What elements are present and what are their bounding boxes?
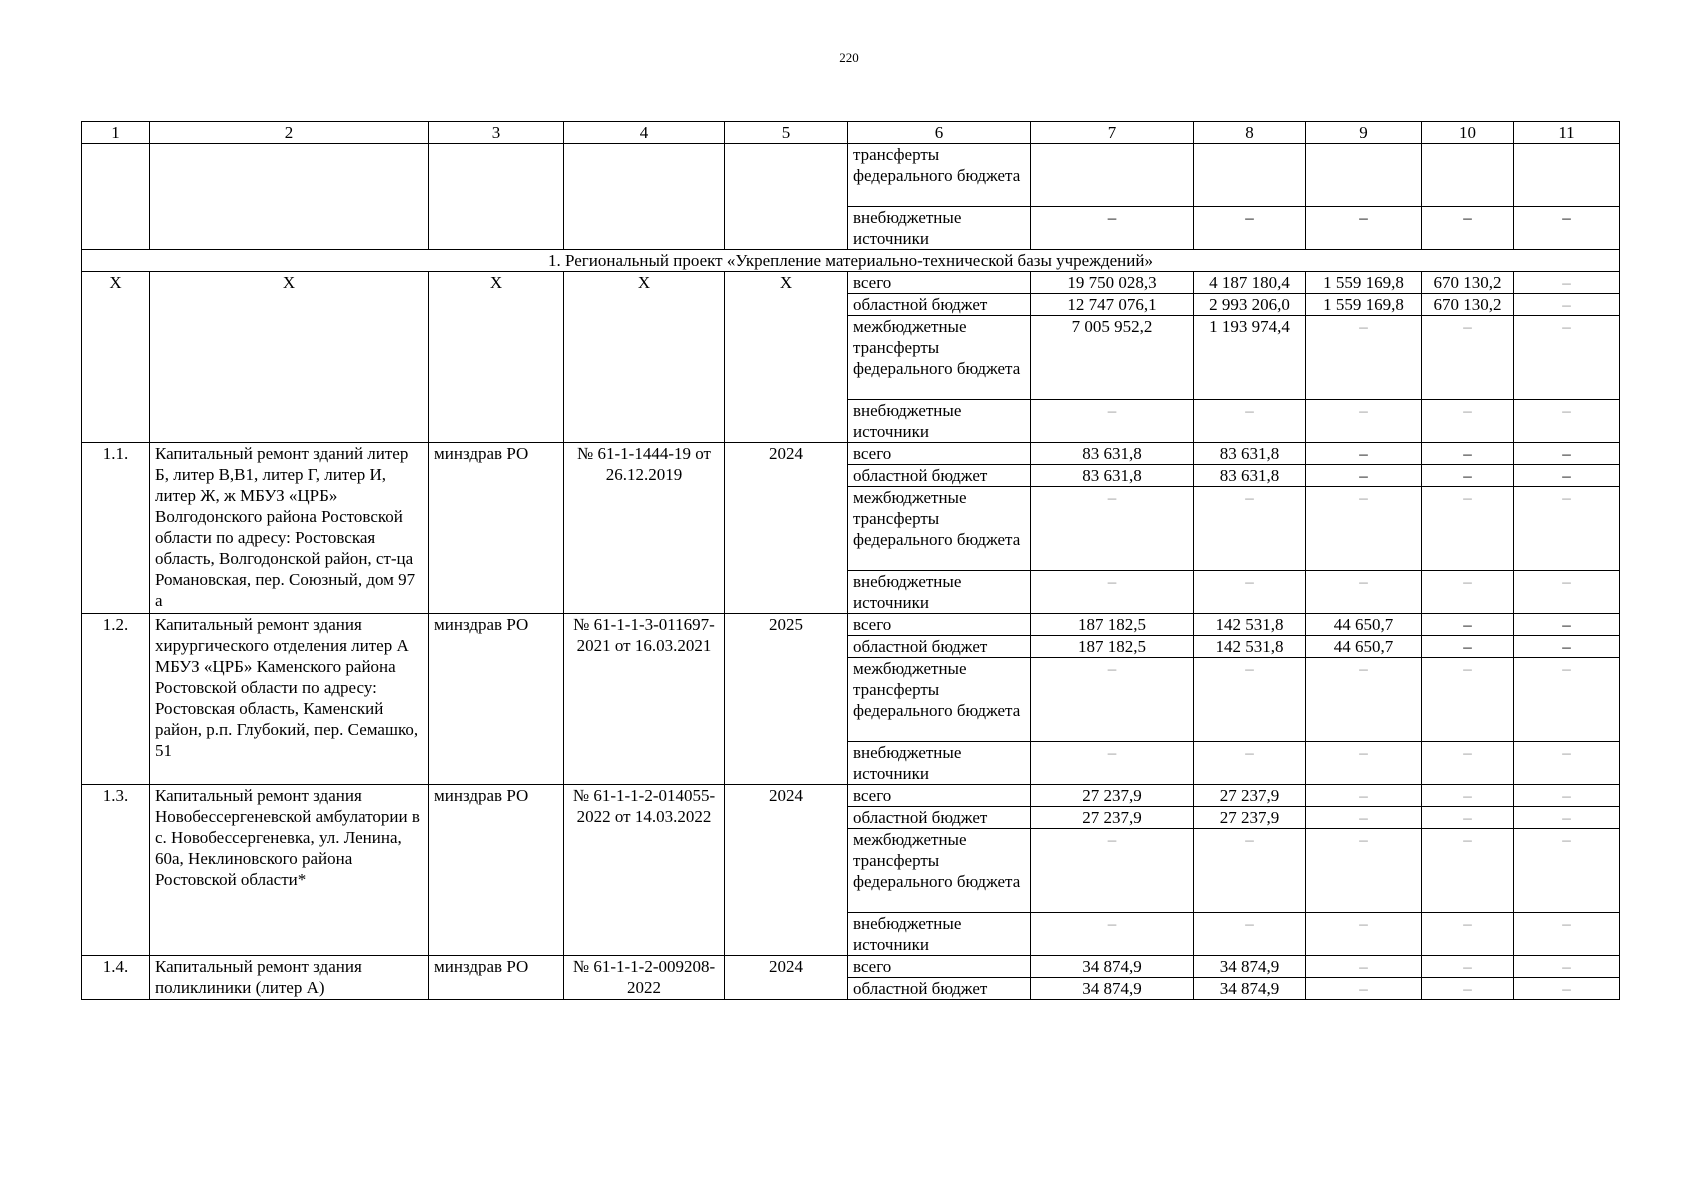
table-body (82, 122, 1620, 1000)
value-cell-col10: – (1422, 742, 1514, 785)
value-cell-col9: – (1306, 785, 1422, 807)
value-cell-col7: – (1031, 829, 1194, 913)
value-cell-col10: – (1422, 658, 1514, 742)
value-cell-col8: 142 531,8 (1194, 614, 1306, 636)
item-number: 1.2. (82, 614, 150, 785)
table-row (82, 785, 1620, 807)
value-cell-col8: 4 187 180,4 (1194, 272, 1306, 294)
value-cell-col9: 1 559 169,8 (1306, 294, 1422, 316)
page-number: 220 (839, 50, 859, 65)
value-cell-col9: 44 650,7 (1306, 614, 1422, 636)
value-cell-col8: – (1194, 829, 1306, 913)
table-row (82, 956, 1620, 978)
value-cell-col11: – (1514, 207, 1620, 250)
funding-source-label: всего (848, 614, 1031, 636)
value-cell-col9: 44 650,7 (1306, 636, 1422, 658)
value-cell-col11: – (1514, 785, 1620, 807)
value-cell-col7: 83 631,8 (1031, 465, 1194, 487)
value-cell-col8: 27 237,9 (1194, 785, 1306, 807)
item-year: 2024 (725, 785, 848, 956)
value-cell-col11: – (1514, 913, 1620, 956)
value-cell-col9: – (1306, 658, 1422, 742)
value-cell-col7: 19 750 028,3 (1031, 272, 1194, 294)
funding-source-label: всего (848, 443, 1031, 465)
funding-source-label: внебюджетные источники (848, 207, 1031, 250)
value-cell-col11: – (1514, 272, 1620, 294)
value-cell-col11: – (1514, 316, 1620, 400)
value-cell-col7: 12 747 076,1 (1031, 294, 1194, 316)
empty-cell (725, 144, 848, 250)
summary-c5: Х (725, 272, 848, 443)
funding-source-label: межбюджетные трансферты федерального бюджета (848, 829, 1031, 913)
value-cell-col8 (1194, 144, 1306, 207)
header-cell-6: 6 (848, 122, 1031, 144)
item-document: № 61-1-1-3-011697-2021 от 16.03.2021 (564, 614, 725, 785)
section-row (82, 250, 1620, 272)
table-row (82, 272, 1620, 294)
value-cell-col8: – (1194, 207, 1306, 250)
funding-source-label: всего (848, 956, 1031, 978)
empty-cell (429, 144, 564, 250)
item-document: № 61-1-1-2-014055-2022 от 14.03.2022 (564, 785, 725, 956)
value-cell-col11: – (1514, 294, 1620, 316)
value-cell-col10: – (1422, 207, 1514, 250)
empty-cell (564, 144, 725, 250)
item-year: 2024 (725, 443, 848, 614)
table-row (82, 614, 1620, 636)
value-cell-col11: – (1514, 636, 1620, 658)
item-executor: минздрав РО (429, 956, 564, 1000)
value-cell-col10: – (1422, 829, 1514, 913)
value-cell-col11: – (1514, 400, 1620, 443)
value-cell-col8: – (1194, 571, 1306, 614)
value-cell-col11: – (1514, 978, 1620, 1000)
header-cell-7: 7 (1031, 122, 1194, 144)
item-executor: минздрав РО (429, 785, 564, 956)
value-cell-col10: – (1422, 956, 1514, 978)
value-cell-col8: 83 631,8 (1194, 465, 1306, 487)
value-cell-col10: – (1422, 316, 1514, 400)
value-cell-col7: – (1031, 658, 1194, 742)
value-cell-col11: – (1514, 658, 1620, 742)
funding-source-label: областной бюджет (848, 807, 1031, 829)
item-year: 2024 (725, 956, 848, 1000)
summary-c4: Х (564, 272, 725, 443)
value-cell-col11 (1514, 144, 1620, 207)
funding-source-label: всего (848, 785, 1031, 807)
header-cell-8: 8 (1194, 122, 1306, 144)
value-cell-col8: – (1194, 487, 1306, 571)
funding-source-label: внебюджетные источники (848, 742, 1031, 785)
item-number: 1.3. (82, 785, 150, 956)
value-cell-col9: – (1306, 742, 1422, 785)
value-cell-col10: – (1422, 913, 1514, 956)
value-cell-col9: – (1306, 487, 1422, 571)
value-cell-col11: – (1514, 807, 1620, 829)
value-cell-col7: 27 237,9 (1031, 785, 1194, 807)
value-cell-col10: – (1422, 807, 1514, 829)
value-cell-col7: 34 874,9 (1031, 978, 1194, 1000)
value-cell-col9: – (1306, 316, 1422, 400)
funding-source-label: внебюджетные источники (848, 913, 1031, 956)
funding-source-label: трансферты федерального бюджета (848, 144, 1031, 207)
value-cell-col10: – (1422, 465, 1514, 487)
value-cell-col8: 142 531,8 (1194, 636, 1306, 658)
value-cell-col11: – (1514, 487, 1620, 571)
value-cell-col9: 1 559 169,8 (1306, 272, 1422, 294)
value-cell-col11: – (1514, 571, 1620, 614)
funding-source-label: всего (848, 272, 1031, 294)
value-cell-col10 (1422, 144, 1514, 207)
table-row (82, 144, 1620, 207)
value-cell-col9: – (1306, 978, 1422, 1000)
header-cell-1: 1 (82, 122, 150, 144)
value-cell-col8: 27 237,9 (1194, 807, 1306, 829)
header-cell-4: 4 (564, 122, 725, 144)
item-executor: минздрав РО (429, 614, 564, 785)
value-cell-col8: – (1194, 913, 1306, 956)
value-cell-col9: – (1306, 443, 1422, 465)
value-cell-col8: – (1194, 400, 1306, 443)
item-number: 1.4. (82, 956, 150, 1000)
item-name: Капитальный ремонт здания поликлиники (литер А) (150, 956, 429, 1000)
item-document: № 61-1-1-2-009208-2022 (564, 956, 725, 1000)
value-cell-col9: – (1306, 465, 1422, 487)
funding-source-label: областной бюджет (848, 465, 1031, 487)
header-cell-11: 11 (1514, 122, 1620, 144)
header-cell-3: 3 (429, 122, 564, 144)
empty-cell (82, 144, 150, 250)
value-cell-col10: – (1422, 400, 1514, 443)
value-cell-col9: – (1306, 913, 1422, 956)
funding-source-label: межбюджетные трансферты федерального бюджета (848, 658, 1031, 742)
value-cell-col7: 7 005 952,2 (1031, 316, 1194, 400)
value-cell-col11: – (1514, 956, 1620, 978)
value-cell-col7: 187 182,5 (1031, 614, 1194, 636)
program-table (81, 121, 1620, 1000)
funding-source-label: областной бюджет (848, 294, 1031, 316)
value-cell-col7: – (1031, 571, 1194, 614)
item-year: 2025 (725, 614, 848, 785)
item-executor: минздрав РО (429, 443, 564, 614)
value-cell-col9 (1306, 144, 1422, 207)
value-cell-col9: – (1306, 571, 1422, 614)
value-cell-col8: 83 631,8 (1194, 443, 1306, 465)
summary-c1: Х (82, 272, 150, 443)
value-cell-col11: – (1514, 742, 1620, 785)
value-cell-col8: 34 874,9 (1194, 956, 1306, 978)
value-cell-col9: – (1306, 400, 1422, 443)
value-cell-col11: – (1514, 829, 1620, 913)
header-cell-10: 10 (1422, 122, 1514, 144)
value-cell-col7: – (1031, 913, 1194, 956)
value-cell-col7: 83 631,8 (1031, 443, 1194, 465)
header-row (82, 122, 1620, 144)
value-cell-col8: 2 993 206,0 (1194, 294, 1306, 316)
value-cell-col7 (1031, 144, 1194, 207)
section-title: 1. Региональный проект «Укрепление материально-технической базы учреждений» (82, 250, 1620, 272)
value-cell-col10: – (1422, 571, 1514, 614)
value-cell-col10: – (1422, 978, 1514, 1000)
value-cell-col11: – (1514, 443, 1620, 465)
header-cell-5: 5 (725, 122, 848, 144)
funding-source-label: внебюджетные источники (848, 400, 1031, 443)
value-cell-col9: – (1306, 207, 1422, 250)
table-row (82, 443, 1620, 465)
value-cell-col7: 187 182,5 (1031, 636, 1194, 658)
value-cell-col10: 670 130,2 (1422, 294, 1514, 316)
value-cell-col9: – (1306, 807, 1422, 829)
value-cell-col8: – (1194, 658, 1306, 742)
header-cell-9: 9 (1306, 122, 1422, 144)
item-number: 1.1. (82, 443, 150, 614)
value-cell-col8: 34 874,9 (1194, 978, 1306, 1000)
value-cell-col7: – (1031, 207, 1194, 250)
funding-source-label: внебюджетные источники (848, 571, 1031, 614)
value-cell-col11: – (1514, 465, 1620, 487)
funding-source-label: межбюджетные трансферты федерального бюджета (848, 487, 1031, 571)
summary-c3: Х (429, 272, 564, 443)
value-cell-col7: – (1031, 487, 1194, 571)
value-cell-col11: – (1514, 614, 1620, 636)
value-cell-col8: 1 193 974,4 (1194, 316, 1306, 400)
item-name: Капитальный ремонт здания хирургического отделения литер А МБУЗ «ЦРБ» Каменского района Ростовской области по адресу: Ростовская область, Каменский район, р.п. Глубокий, пер. Семашко, 51 (150, 614, 429, 785)
funding-source-label: областной бюджет (848, 636, 1031, 658)
value-cell-col10: – (1422, 785, 1514, 807)
item-name: Капитальный ремонт здания Новобессергеневской амбулатории в с. Новобессергеневка, ул. Ленина, 60а, Неклиновского района Ростовской области* (150, 785, 429, 956)
value-cell-col10: – (1422, 487, 1514, 571)
value-cell-col10: 670 130,2 (1422, 272, 1514, 294)
value-cell-col7: – (1031, 400, 1194, 443)
value-cell-col9: – (1306, 956, 1422, 978)
value-cell-col7: – (1031, 742, 1194, 785)
header-cell-2: 2 (150, 122, 429, 144)
value-cell-col8: – (1194, 742, 1306, 785)
value-cell-col10: – (1422, 636, 1514, 658)
value-cell-col10: – (1422, 443, 1514, 465)
funding-source-label: областной бюджет (848, 978, 1031, 1000)
funding-source-label: межбюджетные трансферты федерального бюджета (848, 316, 1031, 400)
value-cell-col7: 34 874,9 (1031, 956, 1194, 978)
value-cell-col7: 27 237,9 (1031, 807, 1194, 829)
item-document: № 61-1-1444-19 от 26.12.2019 (564, 443, 725, 614)
value-cell-col10: – (1422, 614, 1514, 636)
empty-cell (150, 144, 429, 250)
summary-c2: Х (150, 272, 429, 443)
item-name: Капитальный ремонт зданий литер Б, литер В,В1, литер Г, литер И, литер Ж, ж МБУЗ «ЦРБ» Волгодонского района Ростовской области по адресу: Ростовская область, Волгодонской район, ст-ца Романовская, пер. Союзный, дом 97 а (150, 443, 429, 614)
value-cell-col9: – (1306, 829, 1422, 913)
